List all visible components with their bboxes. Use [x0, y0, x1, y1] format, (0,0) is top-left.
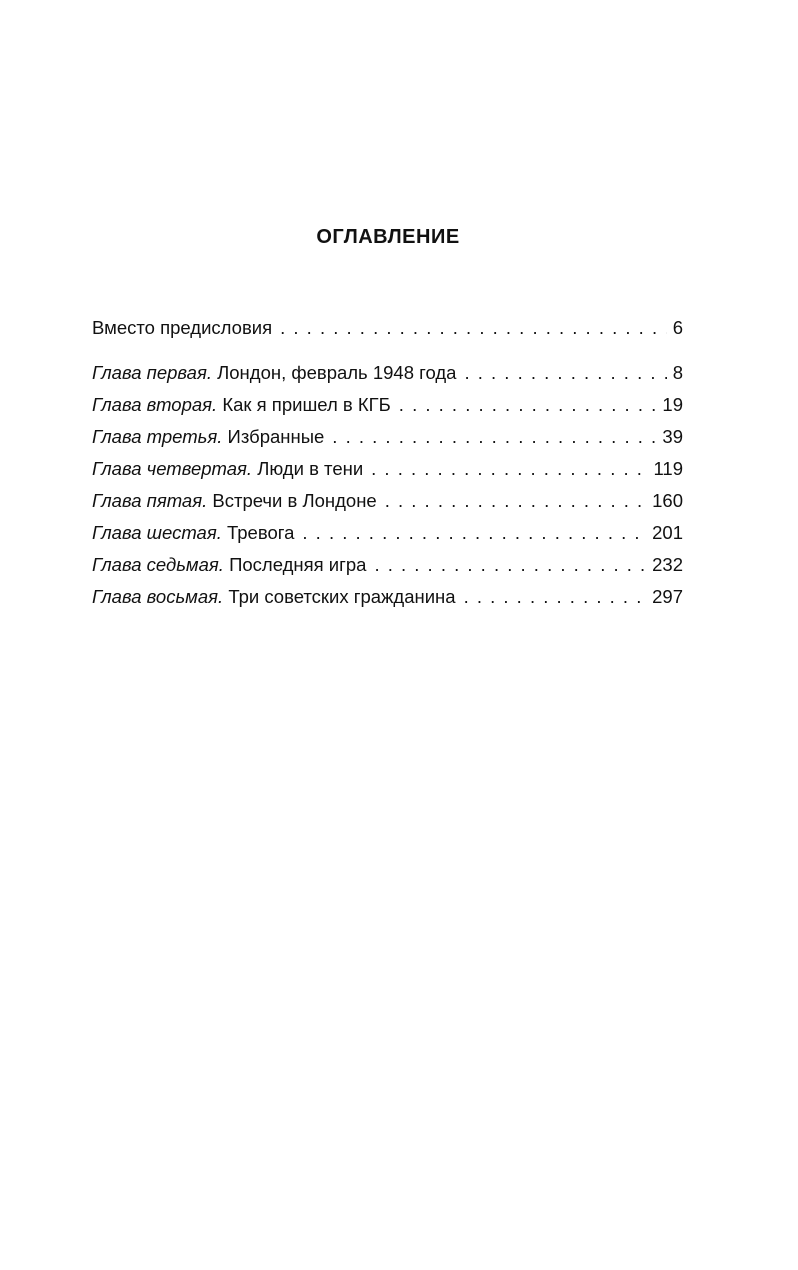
toc-entry [92, 517, 683, 549]
page-number: 297 [652, 586, 683, 607]
dot-leader [371, 453, 647, 485]
entry-title: Встречи в Лондоне [212, 490, 377, 511]
chapter-label: Глава шестая. [92, 522, 222, 543]
chapter-label: Глава пятая. [92, 490, 208, 511]
table-of-contents [92, 312, 683, 613]
entry-title: Лондон, февраль 1948 года [217, 362, 457, 383]
page-number: 8 [672, 362, 683, 383]
entry-title: Избранные [227, 426, 325, 447]
toc-entry [92, 312, 683, 344]
entry-title: Люди в тени [257, 458, 364, 479]
toc-entry [92, 453, 683, 485]
toc-entry [92, 485, 683, 517]
chapter-label: Глава первая. [92, 362, 212, 383]
chapter-label: Глава восьмая. [92, 586, 224, 607]
dot-leader [399, 389, 657, 421]
dot-leader [332, 421, 656, 453]
page-title: ОГЛАВЛЕНИЕ [316, 226, 460, 248]
entry-title: Тревога [227, 522, 295, 543]
toc-entry [92, 357, 683, 389]
toc-entry [92, 549, 683, 581]
dot-leader [385, 485, 646, 517]
dot-leader [464, 581, 647, 613]
entry-title: Последняя игра [229, 554, 367, 575]
page-number: 119 [653, 458, 683, 479]
toc-entry [92, 421, 683, 453]
entry-title: Как я пришел в КГБ [222, 394, 391, 415]
dot-leader [280, 312, 667, 344]
chapter-label: Глава четвертая. [92, 458, 253, 479]
chapter-label: Глава третья. [92, 426, 223, 447]
entry-title: Три советских гражданина [228, 586, 456, 607]
page-number: 232 [652, 554, 683, 575]
page-number: 6 [672, 317, 683, 338]
page-number: 39 [662, 426, 683, 447]
dot-leader [464, 357, 666, 389]
page-number: 19 [662, 394, 683, 415]
chapter-label: Глава вторая. [92, 394, 218, 415]
page-number: 160 [652, 490, 683, 511]
entry-title: Вместо предисловия [92, 317, 273, 338]
page-number: 201 [652, 522, 683, 543]
toc-entry [92, 389, 683, 421]
dot-leader [374, 549, 646, 581]
dot-leader [302, 517, 646, 549]
toc-entry [92, 581, 683, 613]
chapter-label: Глава седьмая. [92, 554, 224, 575]
